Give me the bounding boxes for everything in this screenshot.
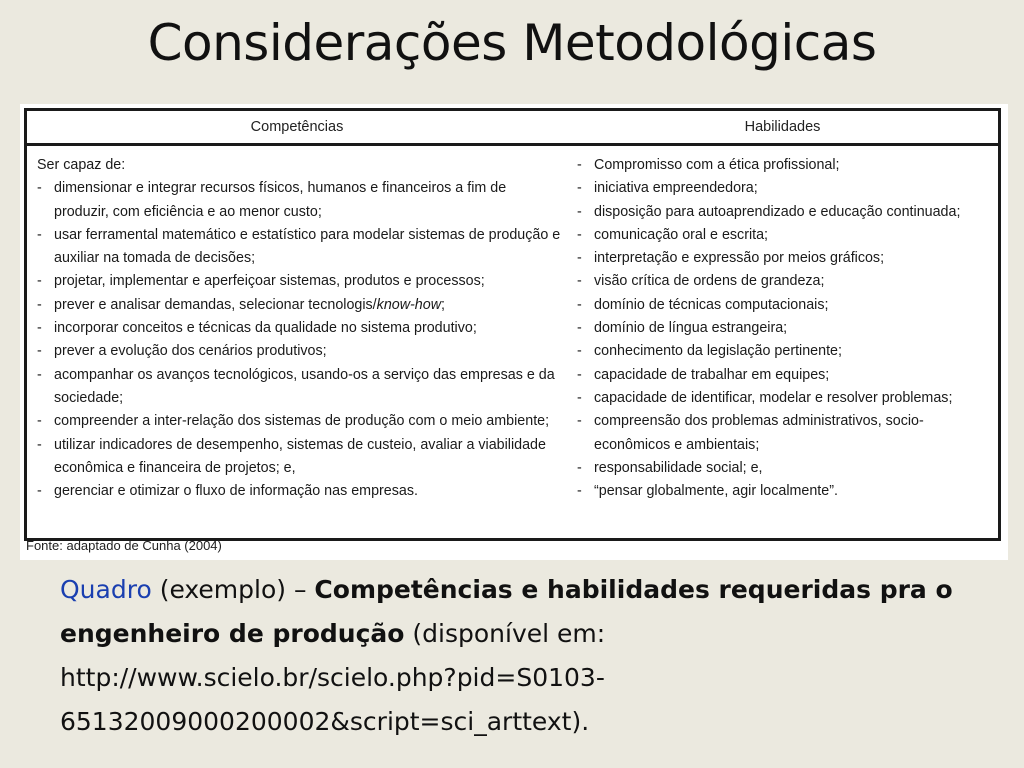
list-item: - responsabilidade social; e, xyxy=(577,457,992,480)
competencias-cell xyxy=(26,145,568,540)
list-item: - visão crítica de ordens de grandeza; xyxy=(577,270,992,293)
list-item: - Compromisso com a ética profissional; xyxy=(577,154,992,177)
lead-text: Ser capaz de: xyxy=(37,157,126,173)
knowhow-punct: ; xyxy=(441,296,446,313)
list-item: - “pensar globalmente, agir localmente”. xyxy=(577,480,992,503)
slide-title: Considerações Metodológicas xyxy=(147,14,877,72)
habilidades-list xyxy=(577,154,992,503)
competencias-list xyxy=(37,177,561,503)
caption-exemplo: (exemplo) – xyxy=(151,575,315,604)
list-item-text: prever e analisar demandas, selecionar tecnologis/ xyxy=(54,296,377,313)
caption xyxy=(60,568,980,744)
list-item: - prever a evolução dos cenários produtivos; xyxy=(37,340,561,363)
header-habilidades: Habilidades xyxy=(567,110,1000,145)
header-competencias: Competências xyxy=(26,110,568,145)
list-item: - gerenciar e otimizar o fluxo de informação nas empresas. xyxy=(37,480,561,503)
list-item: - compreensão dos problemas administrativos, socio-econômicos e ambientais; xyxy=(577,410,992,457)
table-image xyxy=(20,104,1008,560)
list-item: - comunicação oral e escrita; xyxy=(577,224,992,247)
list-item: - domínio de técnicas computacionais; xyxy=(577,294,992,317)
list-item: - iniciativa empreendedora; xyxy=(577,177,992,200)
list-item: - capacidade de trabalhar em equipes; xyxy=(577,364,992,387)
caption-bold-title: Competências e habilidades requeridas pra o engenheiro de produção xyxy=(60,575,953,648)
list-item: - usar ferramental matemático e estatístico para modelar sistemas de produção e auxiliar na tomada de decisões; xyxy=(37,224,561,271)
quadro-link[interactable]: Quadro xyxy=(60,575,152,604)
caption-disponivel: (disponível em: xyxy=(404,619,606,648)
list-item: - compreender a inter-relação dos sistemas de produção com o meio ambiente; xyxy=(37,410,561,433)
list-item: - interpretação e expressão por meios gráficos; xyxy=(577,247,992,270)
list-item xyxy=(37,294,561,317)
list-item: - conhecimento da legislação pertinente; xyxy=(577,340,992,363)
list-item: - utilizar indicadores de desempenho, sistemas de custeio, avaliar a viabilidade econômica e financeira de projetos; e, xyxy=(37,434,561,481)
competencies-table xyxy=(24,108,1001,541)
list-item: - projetar, implementar e aperfeiçoar sistemas, produtos e processos; xyxy=(37,270,561,293)
list-item: - disposição para autoaprendizado e educação continuada; xyxy=(577,201,992,224)
caption-url-line2: 65132009000200002&script=sci_arttext). xyxy=(60,707,590,736)
source-note: Fonte: adaptado de Cunha (2004) xyxy=(26,538,222,553)
list-item: - domínio de língua estrangeira; xyxy=(577,317,992,340)
list-item: - capacidade de identificar, modelar e resolver problemas; xyxy=(577,387,992,410)
list-item: - acompanhar os avanços tecnológicos, usando-os a serviço das empresas e da sociedade; xyxy=(37,364,561,411)
habilidades-cell xyxy=(567,145,1000,540)
list-item: - incorporar conceitos e técnicas da qualidade no sistema produtivo; xyxy=(37,317,561,340)
caption-url-line1: http://www.scielo.br/scielo.php?pid=S0103- xyxy=(60,663,605,692)
knowhow-text: know-how xyxy=(376,296,442,313)
list-item: - dimensionar e integrar recursos físicos, humanos e financeiros a fim de produzir, com eficiência e ao menor custo; xyxy=(37,177,561,224)
